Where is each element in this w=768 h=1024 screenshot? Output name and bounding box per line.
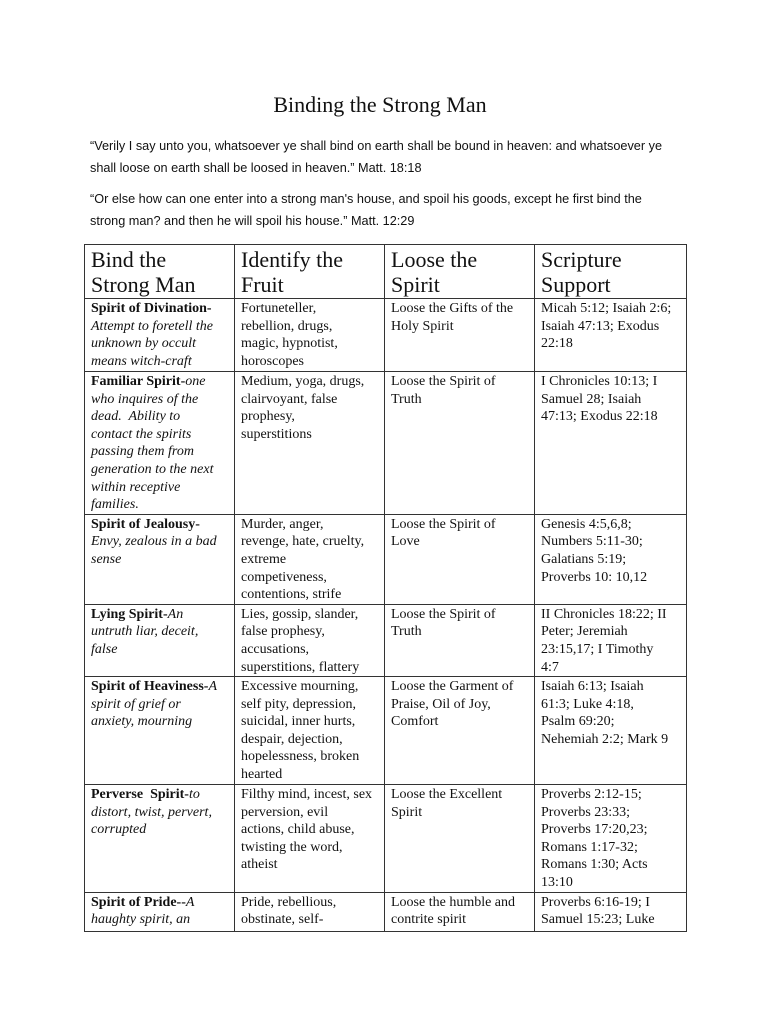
table-row xyxy=(85,604,687,676)
spirit-cell xyxy=(85,299,235,372)
table-header-row xyxy=(85,245,687,299)
scripture-quote: “Or else how can one enter into a strong man's house, and spoil his goods, except he first bind the strong man? and then he will spoil his house.” Matt. 12:29 xyxy=(90,192,642,228)
loose-cell: Loose the Spirit of Truth xyxy=(385,372,535,515)
header-scripture-support: Scripture Support xyxy=(535,245,687,299)
spirit-cell xyxy=(85,604,235,676)
fruit-cell: Medium, yoga, drugs, clairvoyant, false prophesy, superstitions xyxy=(235,372,385,515)
spirit-description: An untruth liar, deceit, false xyxy=(91,606,199,657)
spirit-description: A haughty spirit, an xyxy=(91,894,195,928)
spirit-description: Attempt to foretell the unknown by occult means witch-craft xyxy=(91,318,213,369)
binding-table xyxy=(84,244,687,932)
spirit-description: to distort, twist, pervert, corrupted xyxy=(91,787,212,838)
header-identify-fruit: Identify the Fruit xyxy=(235,245,385,299)
spirit-cell xyxy=(85,514,235,604)
spirit-description: one who inquires of the dead. Ability to contact the spirits passing them from generation to the next within receptive families. xyxy=(91,374,214,513)
fruit-cell: Lies, gossip, slander, false prophesy, accusations, superstitions, flattery xyxy=(235,604,385,676)
spirit-name: Spirit of Jealousy- xyxy=(91,516,200,532)
header-loose-spirit: Loose the Spirit xyxy=(385,245,535,299)
fruit-cell: Pride, rebellious, obstinate, self- xyxy=(235,892,385,931)
spirit-name: Spirit of Divination- xyxy=(91,301,212,316)
spirit-description: Envy, zealous in a bad sense xyxy=(91,534,217,567)
table-row xyxy=(85,514,687,604)
fruit-cell: Filthy mind, incest, sex perversion, evil actions, child abuse, twisting the word, atheist xyxy=(235,785,385,893)
loose-cell: Loose the Gifts of the Holy Spirit xyxy=(385,299,535,372)
header-bind-strong-man: Bind the Strong Man xyxy=(85,245,235,299)
spirit-name: Perverse Spirit- xyxy=(91,787,189,803)
scripture-cell: II Chronicles 18:22; II Peter; Jeremiah 23:15,17; I Timothy 4:7 xyxy=(535,604,687,676)
scripture-cell: I Chronicles 10:13; I Samuel 28; Isaiah 47:13; Exodus 22:18 xyxy=(535,372,687,515)
table-row xyxy=(85,372,687,515)
table-row xyxy=(85,785,687,893)
spirit-name: Spirit of Heaviness- xyxy=(91,679,209,695)
table-row xyxy=(85,299,687,372)
spirit-name: Lying Spirit- xyxy=(91,606,168,622)
loose-cell: Loose the Garment of Praise, Oil of Joy, Comfort xyxy=(385,677,535,785)
scripture-cell: Proverbs 2:12-15; Proverbs 23:33; Proverbs 17:20,23; Romans 1:17-32; Romans 1:30; Acts 13:10 xyxy=(535,785,687,893)
spirit-cell xyxy=(85,785,235,893)
fruit-cell: Fortuneteller, rebellion, drugs, magic, hypnotist, horoscopes xyxy=(235,299,385,372)
spirit-cell xyxy=(85,892,235,931)
scripture-cell: Micah 5:12; Isaiah 2:6; Isaiah 47:13; Exodus 22:18 xyxy=(535,299,687,372)
fruit-cell: Murder, anger, revenge, hate, cruelty, extreme competiveness, contentions, strife xyxy=(235,514,385,604)
loose-cell: Loose the Excellent Spirit xyxy=(385,785,535,893)
scripture-cell: Isaiah 6:13; Isaiah 61:3; Luke 4:18, Psalm 69:20; Nehemiah 2:2; Mark 9 xyxy=(535,677,687,785)
spirit-description: A spirit of grief or anxiety, mourning xyxy=(91,679,218,730)
spirit-cell xyxy=(85,372,235,515)
scripture-quote: “Verily I say unto you, whatsoever ye shall bind on earth shall be bound in heaven: and whatsoever ye shall loose on earth shall be loosed in heaven.” Matt. 18:18 xyxy=(90,139,662,175)
scripture-cell: Proverbs 6:16-19; I Samuel 15:23; Luke xyxy=(535,892,687,931)
spirit-cell xyxy=(85,677,235,785)
page-title: Binding the Strong Man xyxy=(273,92,487,117)
loose-cell: Loose the Spirit of Love xyxy=(385,514,535,604)
spirit-name: Spirit of Pride-- xyxy=(91,894,186,910)
spirit-name: Familiar Spirit- xyxy=(91,374,186,389)
loose-cell: Loose the humble and contrite spirit xyxy=(385,892,535,931)
table-row xyxy=(85,892,687,931)
table-row xyxy=(85,677,687,785)
scripture-cell: Genesis 4:5,6,8; Numbers 5:11-30; Galatians 5:19; Proverbs 10: 10,12 xyxy=(535,514,687,604)
fruit-cell: Excessive mourning, self pity, depression, suicidal, inner hurts, despair, dejection, hopelessness, broken hearted xyxy=(235,677,385,785)
loose-cell: Loose the Spirit of Truth xyxy=(385,604,535,676)
